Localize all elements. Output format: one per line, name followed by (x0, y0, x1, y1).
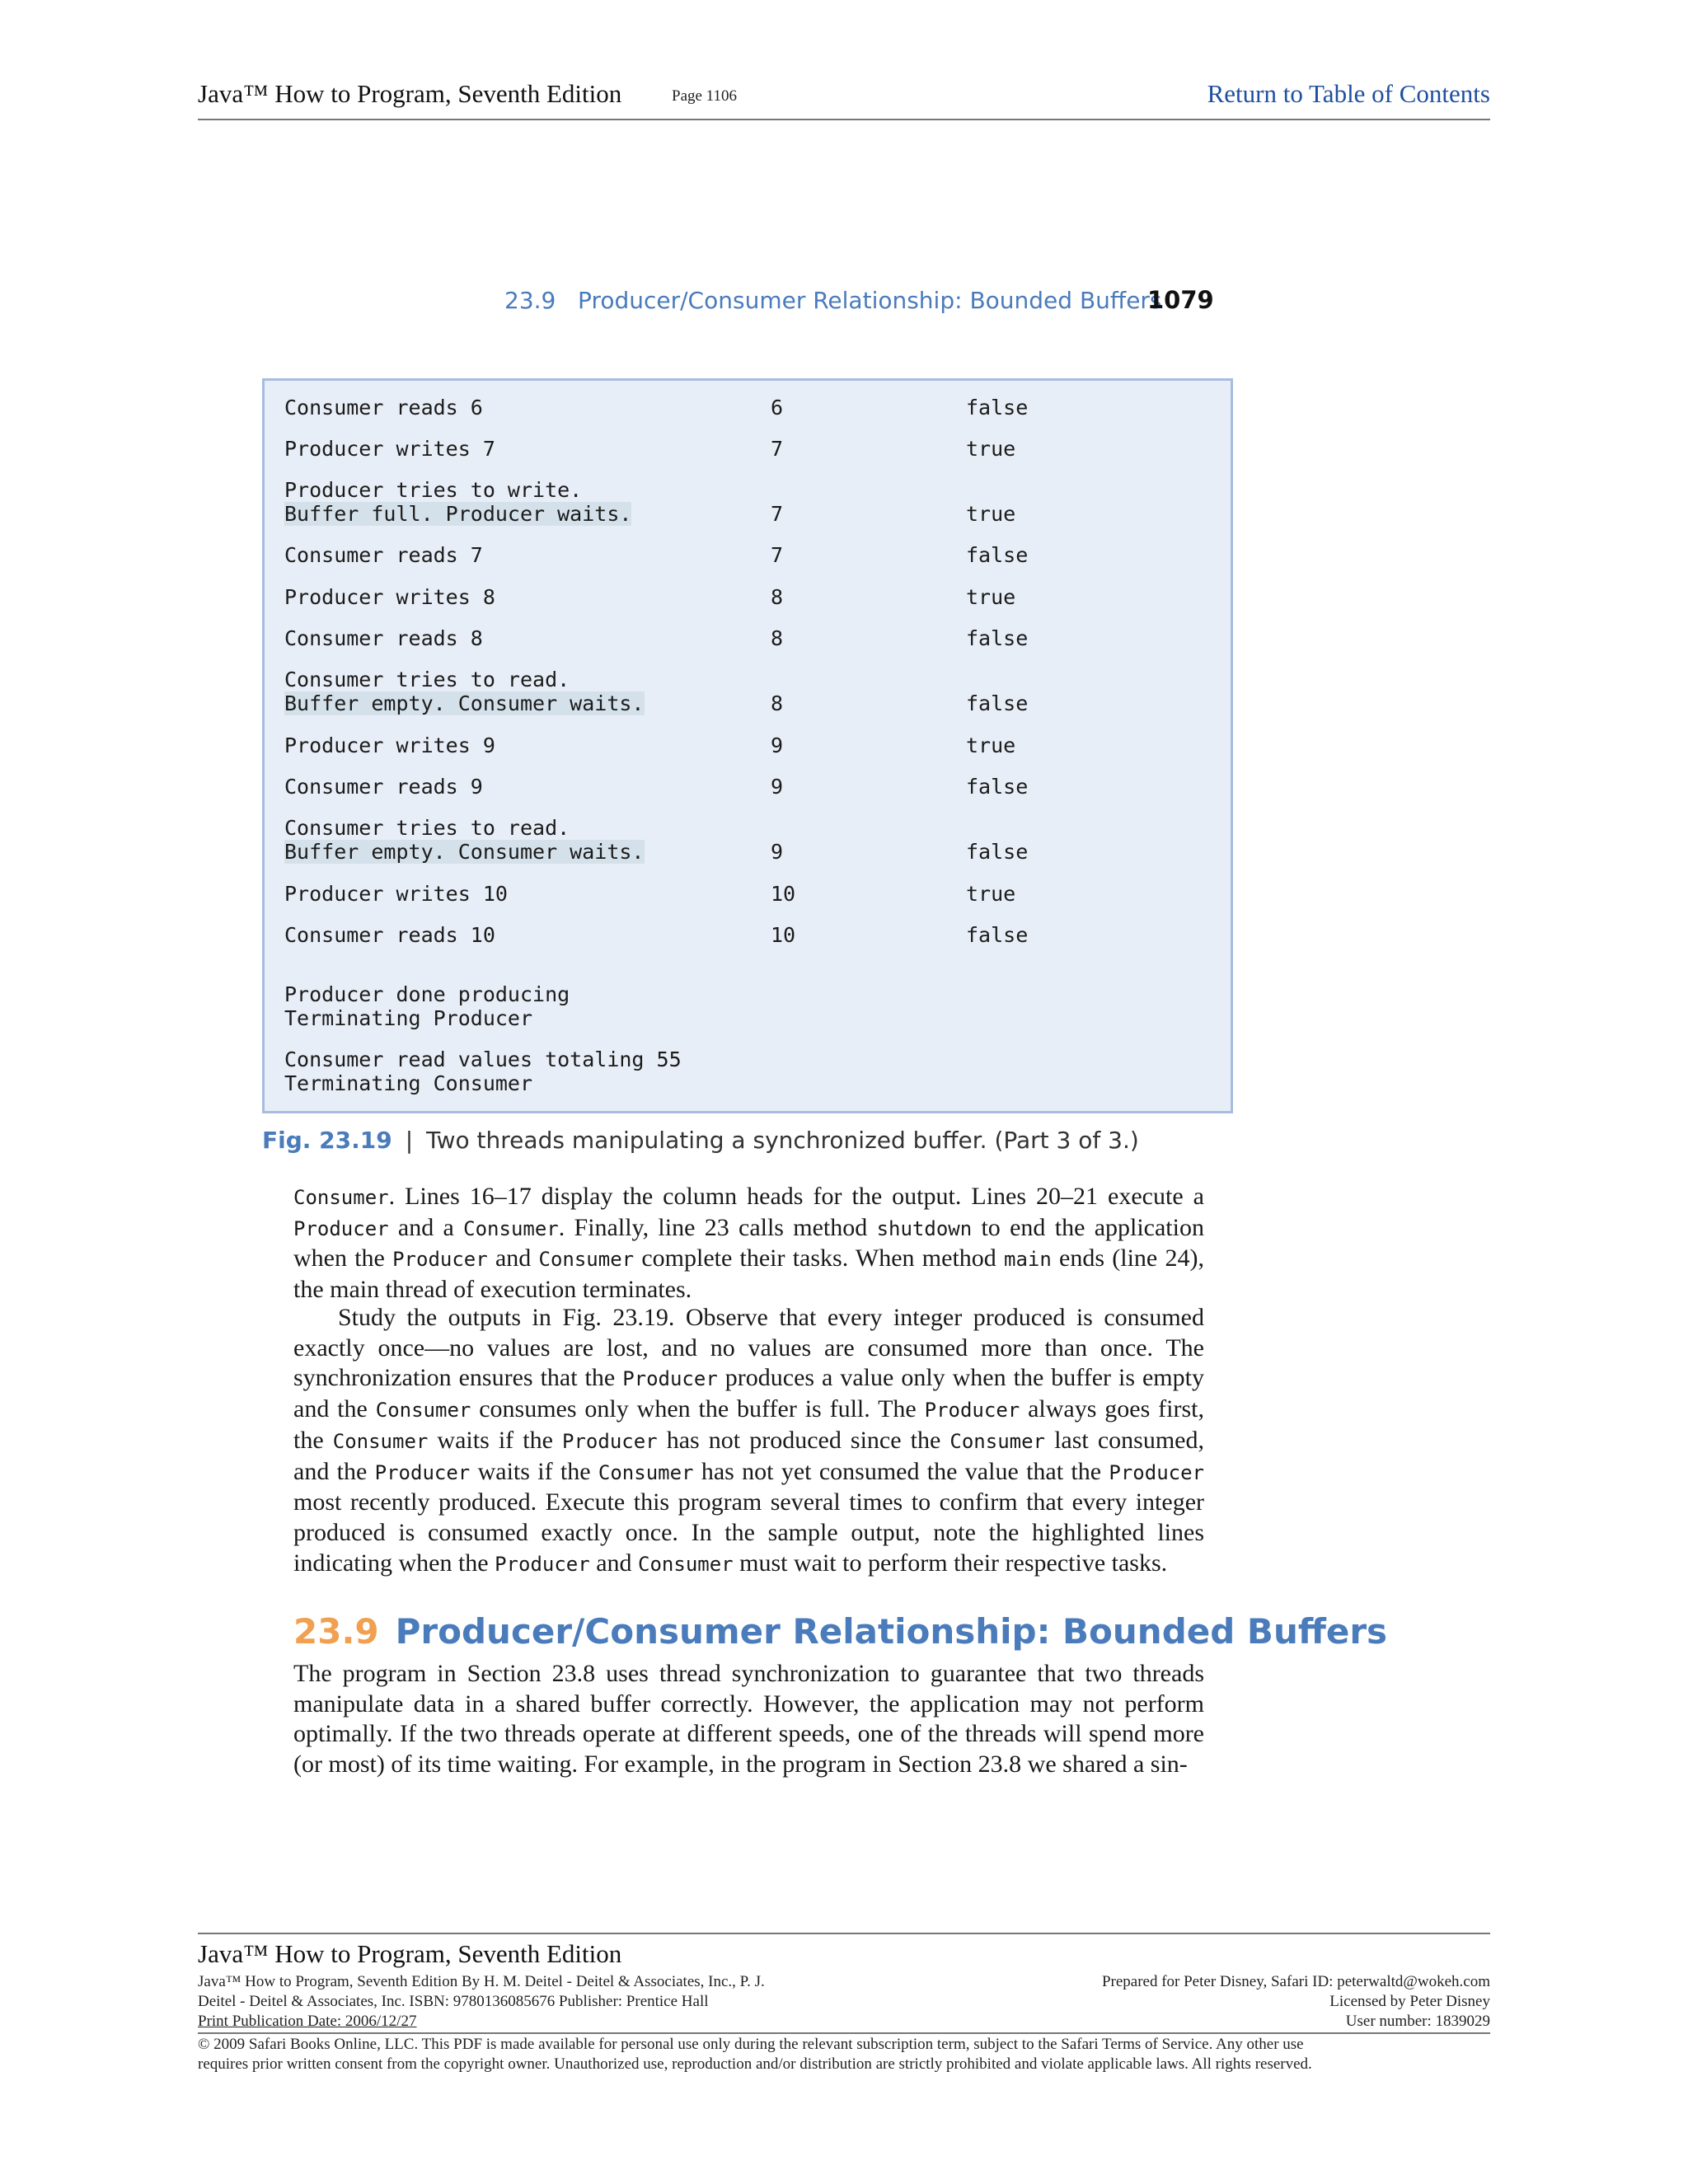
inline-code: Consumer (598, 1460, 694, 1484)
page-label: Page 1106 (672, 87, 737, 105)
text-run: waits if the (428, 1426, 563, 1454)
inline-code: Consumer (463, 1216, 559, 1240)
text-run: has not produced since the (657, 1426, 950, 1454)
output-occupied: true (966, 502, 1016, 526)
book-title: Java™ How to Program, Seventh Edition (198, 79, 622, 108)
inline-code: Producer (392, 1248, 488, 1272)
inline-code: Consumer (950, 1429, 1045, 1453)
output-op: Consumer reads 8 (284, 626, 483, 650)
output-occupied: false (966, 396, 1029, 419)
output-buffer: 9 (771, 775, 784, 799)
inline-code: Producer (374, 1460, 471, 1484)
body-paragraph (293, 1182, 1204, 1305)
output-occupied: true (966, 733, 1016, 757)
text-run: ends (line 24), the main thread of execution terminates. (293, 1244, 1204, 1304)
output-pre: Consumer tries to read. (284, 816, 570, 840)
output-occupied: false (966, 543, 1029, 567)
footer-publication-date: Print Publication Date: 2006/12/27 (198, 2013, 417, 2030)
output-occupied: true (966, 585, 1016, 609)
output-trailer-line: Terminating Consumer (284, 1071, 533, 1095)
text-run: always goes first, the (293, 1395, 1205, 1454)
text-run: to end the application when the (293, 1213, 1204, 1272)
section-heading (293, 1611, 1387, 1652)
footer-prepared-for: Prepared for Peter Disney, Safari ID: peterwaltd@wokeh.com (1101, 1973, 1490, 1990)
output-buffer: 9 (771, 733, 784, 757)
footer-citation-line: Java™ How to Program, Seventh Edition By H. M. Deitel - Deitel & Associates, Inc., P. J. (198, 1973, 765, 1990)
running-head: 23.9 Producer/Consumer Relationship: Bounded Buffers (504, 287, 1162, 314)
footer-licensed-by: Licensed by Peter Disney (1329, 1993, 1490, 2010)
page-header (198, 74, 1490, 120)
output-op-highlighted: Buffer empty. Consumer waits. (284, 840, 645, 864)
output-buffer: 8 (771, 585, 784, 609)
output-op: Producer writes 9 (284, 733, 495, 757)
footer-divider (198, 2032, 1490, 2034)
inline-code: Consumer (375, 1399, 471, 1422)
output-op: Producer writes 7 (284, 437, 495, 461)
output-op: Consumer reads 7 (284, 543, 483, 567)
footer-book-title: Java™ How to Program, Seventh Edition (198, 1939, 622, 1968)
output-occupied: false (966, 775, 1029, 799)
footer-divider (198, 1933, 1490, 1934)
text-run: has not yet consumed the value that the (693, 1457, 1109, 1485)
inline-code: Consumer (332, 1429, 429, 1453)
output-buffer: 8 (771, 626, 784, 650)
section-title: Producer/Consumer Relationship: Bounded Buffers (395, 1611, 1388, 1652)
output-occupied: false (966, 840, 1029, 864)
figure-caption-text: Two threads manipulating a synchronized buffer. (Part 3 of 3.) (426, 1127, 1139, 1154)
inline-code: Producer (562, 1429, 658, 1453)
output-op-highlighted: Buffer empty. Consumer waits. (284, 691, 645, 715)
output-pre: Producer tries to write. (284, 478, 583, 502)
output-buffer: 7 (771, 502, 784, 526)
output-occupied: true (966, 882, 1016, 906)
inline-code: Consumer (638, 1552, 734, 1576)
inline-code: Consumer (293, 1186, 389, 1209)
text-run: and (487, 1244, 539, 1272)
inline-code: Producer (1109, 1460, 1204, 1484)
inline-code: Producer (924, 1399, 1020, 1422)
inline-code: shutdown (876, 1216, 973, 1240)
footer-citation-line: Deitel - Deitel & Associates, Inc. ISBN: 9780136085676 Publisher: Prentice Hall (198, 1993, 709, 2010)
inline-code: Consumer (538, 1248, 635, 1272)
text-run: consumes only when the buffer is full. The (471, 1395, 925, 1423)
text-run: produces a value only when the buffer is empty and the (293, 1364, 1204, 1423)
output-op: Consumer reads 10 (284, 923, 495, 947)
text-run: . Finally, line 23 calls method (558, 1213, 877, 1241)
output-op: Consumer reads 6 (284, 396, 483, 419)
output-buffer: 7 (771, 543, 784, 567)
footer-copyright: requires prior written consent from the copyright owner. Unauthorized use, reproduction and/or distribution are strictly prohibited and violate applicable laws. All rights reserved. (198, 2055, 1312, 2073)
output-op: Producer writes 10 (284, 882, 508, 906)
output-buffer: 10 (771, 882, 796, 906)
output-trailer-line: Terminating Producer (284, 1006, 533, 1030)
inline-code: Producer (622, 1367, 718, 1391)
figure-label: Fig. 23.19 (262, 1127, 392, 1154)
table-of-contents-link[interactable]: Return to Table of Contents (1207, 79, 1490, 108)
text-run: complete their tasks. When method (634, 1244, 1005, 1272)
output-occupied: true (966, 437, 1016, 461)
footer-copyright: © 2009 Safari Books Online, LLC. This PDF is made available for personal use only during the relevant subscription term, subject to the Safari Terms of Service. Any other use (198, 2036, 1304, 2053)
text-run: most recently produced. Execute this program several times to confirm that every integer produced is consumed exactly once. In the sample output, note the highlighted lines indicating when the (293, 1488, 1204, 1577)
text-run: must wait to perform their respective tasks. (733, 1549, 1168, 1577)
figure-caption (262, 1127, 1139, 1154)
inline-code: main (1004, 1248, 1052, 1272)
output-op-highlighted: Buffer full. Producer waits. (284, 502, 632, 526)
output-trailer-line: Consumer read values totaling 55 (284, 1047, 682, 1071)
program-output (262, 378, 1233, 1113)
output-op: Producer writes 8 (284, 585, 495, 609)
section-number: 23.9 (293, 1611, 379, 1652)
inline-code: Producer (495, 1552, 590, 1576)
output-buffer: 6 (771, 396, 784, 419)
page-number: 1079 (1147, 286, 1214, 314)
footer-user-number: User number: 1839029 (1345, 2013, 1490, 2030)
text-run: waits if the (470, 1457, 598, 1485)
output-op: Consumer reads 9 (284, 775, 483, 799)
body-paragraph: The program in Section 23.8 uses thread synchronization to guarantee that two threads manipulate data in a shared buffer correctly. However, the application may not perform optimally. If the two threads operate at different speeds, one of the threads will spend more (or most) of its time waiting. For example, in the program in Section 23.8 we shared a sin- (293, 1660, 1204, 1779)
output-occupied: false (966, 691, 1029, 715)
text-run: Study the outputs in Fig. 23.19. Observe that every integer produced is consumed exactly once—no values are lost, and no values are consumed more than once. The synchronization ensures that the (293, 1304, 1204, 1392)
output-trailer-line: Producer done producing (284, 982, 570, 1006)
figure-separator: | (405, 1127, 414, 1154)
output-buffer: 7 (771, 437, 784, 461)
inline-code: Producer (293, 1216, 389, 1240)
text-run: and (589, 1549, 639, 1577)
output-buffer: 8 (771, 691, 784, 715)
output-buffer: 9 (771, 840, 784, 864)
body-paragraph (293, 1303, 1204, 1579)
text-run: last consumed, and the (293, 1426, 1204, 1485)
text-run: and a (388, 1213, 464, 1241)
output-occupied: false (966, 923, 1029, 947)
output-pre: Consumer tries to read. (284, 668, 570, 691)
output-buffer: 10 (771, 923, 796, 947)
text-run: . Lines 16–17 display the column heads for the output. Lines 20–21 execute a (388, 1183, 1204, 1210)
output-occupied: false (966, 626, 1029, 650)
